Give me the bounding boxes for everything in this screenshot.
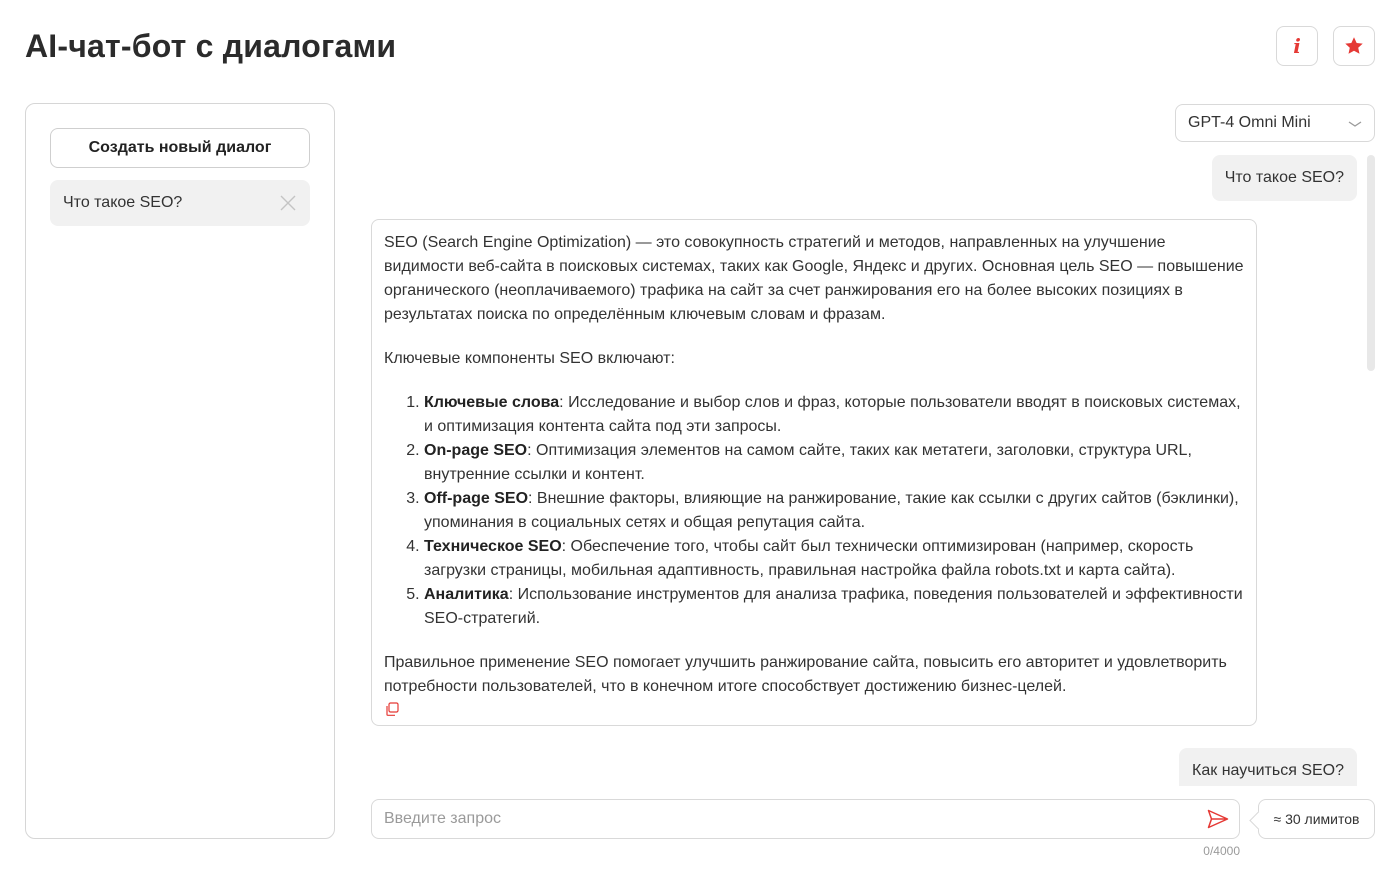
list-item [424, 535, 1244, 583]
close-icon[interactable] [279, 194, 297, 212]
assistant-message [371, 219, 1257, 726]
list-item-text: : Использование инструментов для анализа трафика, поведения пользователей и эффективности SEO-стратегий. [424, 586, 1243, 627]
prompt-input[interactable] [384, 800, 1184, 838]
user-message-text: Как научиться SEO? [1192, 762, 1344, 779]
limits-badge [1258, 799, 1375, 839]
chat-messages [355, 150, 1380, 786]
model-select[interactable] [1175, 104, 1375, 142]
page-title: AI-чат-бот с диалогами [25, 28, 397, 64]
dialog-list-item[interactable] [50, 180, 310, 226]
list-item-term: Ключевые слова [424, 394, 560, 411]
list-item-term: Техническое SEO [424, 538, 562, 555]
info-button[interactable] [1276, 26, 1318, 66]
copy-icon[interactable] [384, 701, 400, 717]
list-item [424, 487, 1244, 535]
list-item-term: On-page SEO [424, 442, 528, 459]
new-dialog-button[interactable]: Создать новый диалог [50, 128, 310, 168]
chevron-down-icon [1348, 119, 1362, 129]
model-select-value: GPT-4 Omni Mini [1188, 114, 1311, 131]
user-message [1212, 155, 1357, 201]
list-item-term: Аналитика [424, 586, 509, 603]
list-item [424, 583, 1244, 631]
list-item [424, 391, 1244, 439]
send-icon[interactable] [1207, 809, 1229, 829]
list-item [424, 439, 1244, 487]
chat-scrollbar[interactable] [1367, 155, 1375, 371]
char-counter: 0/4000 [1203, 844, 1240, 858]
assistant-list-heading: Ключевые компоненты SEO включают: [384, 350, 675, 367]
list-item-text: : Внешние факторы, влияющие на ранжирование, такие как ссылки с других сайтов (бэклинки), упоминания в социальных сетях и общая репутация сайта. [424, 490, 1239, 531]
star-icon [1343, 35, 1365, 57]
list-item-text: : Обеспечение того, чтобы сайт был технически оптимизирован (например, скорость загрузки страницы, мобильная адаптивность, правильная настройка файла robots.txt и карта сайта). [424, 538, 1194, 579]
assistant-conclusion: Правильное применение SEO помогает улучшить ранжирование сайта, повысить его авторитет и удовлетворить потребности пользователей, что в конечном итоге способствует достижению бизнес-целей. [384, 654, 1227, 695]
list-item-term: Off-page SEO [424, 490, 529, 507]
dialogs-sidebar [25, 103, 335, 839]
assistant-intro: SEO (Search Engine Optimization) — это совокупность стратегий и методов, направленных на улучшение видимости веб-сайта в поисковых системах, таких как Google, Яндекс и других. Основная цель SEO — повышение органического (неоплачиваемого) трафика на сайт за счет ранжирования его на более высоких позициях в результатах поиска по определённым ключевым словам и фразам. [384, 234, 1244, 323]
dialog-title: Что такое SEO? [63, 194, 183, 211]
list-item-text: : Оптимизация элементов на самом сайте, таких как метатеги, заголовки, структура URL, внутренние ссылки и контент. [424, 442, 1192, 483]
limits-label: ≈ 30 лимитов [1273, 811, 1360, 827]
list-item-text: : Исследование и выбор слов и фраз, которые пользователи вводят в поисковых системах, и оптимизация контента сайта под эти запросы. [424, 394, 1241, 435]
prompt-input-container [371, 799, 1240, 839]
info-icon: i [1293, 34, 1301, 58]
seo-components-list [384, 391, 1244, 631]
favorite-button[interactable] [1333, 26, 1375, 66]
user-message [1179, 748, 1357, 786]
user-message-text: Что такое SEO? [1224, 169, 1344, 186]
